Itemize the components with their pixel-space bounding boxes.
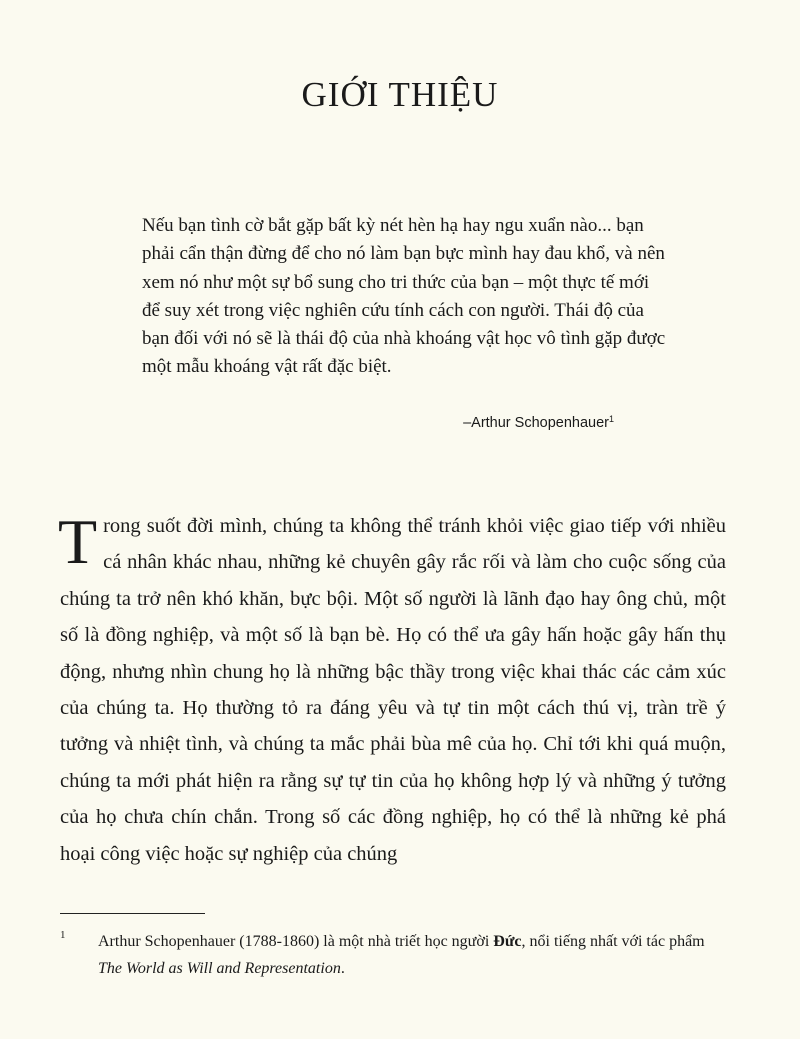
footnote: [60, 928, 730, 982]
body-text: rong suốt đời mình, chúng ta không thể tránh khỏi việc giao tiếp với nhiều cá nhân khác nhau, những kẻ chuyên gây rắc rối và làm cho cuộc sống của chúng ta trở nên khó khăn, bực bội. Một số người là lãnh đạo hay ông chủ, một số là đồng nghiệp, và một số là bạn bè. Họ có thể ưa gây hấn hoặc gây hấn thụ động, nhưng nhìn chung họ là những bậc thầy trong việc khai thác các cảm xúc của chúng ta. Họ thường tỏ ra đáng yêu và tự tin một cách thú vị, tràn trề ý tưởng và nhiệt tình, và chúng ta mắc phải bùa mê của họ. Chỉ tới khi quá muộn, chúng ta mới phát hiện ra rằng sự tự tin của họ không hợp lý và những ý tưởng của họ chưa chín chắn. Trong số các đồng nghiệp, họ có thể là những kẻ phá hoại công việc hoặc sự nghiệp của chúng: [60, 515, 726, 865]
drop-cap: T: [58, 506, 98, 577]
footnote-marker: 1: [608, 414, 614, 424]
footnote-bold: Đức: [493, 933, 522, 950]
footnote-number: 1: [60, 929, 66, 941]
footnote-part1: Arthur Schopenhauer (1788-1860) là một nhà triết học người: [98, 933, 494, 950]
epigraph-attribution: [463, 414, 614, 431]
epigraph: [142, 212, 670, 382]
footnote-book-title: The World as Will and Representation: [98, 960, 341, 977]
footnote-divider: [60, 913, 205, 914]
footnote-part2: , nổi tiếng nhất với tác phẩm: [521, 933, 705, 950]
epigraph-text: Nếu bạn tình cờ bắt gặp bất kỳ nét hèn hạ hay ngu xuẩn nào... bạn phải cẩn thận đừng để cho nó làm bạn bực mình hay đau khổ, và nên xem nó như một sự bổ sung cho tri thức của bạn – một thực tế mới để suy xét trong việc nghiên cứu tính cách con người. Thái độ của bạn đối với nó sẽ là thái độ của nhà khoáng vật học vô tình gặp được một mẫu khoáng vật rất đặc biệt.: [142, 215, 666, 378]
attribution-text: –Arthur Schopenhauer: [463, 415, 609, 431]
body-paragraph: [60, 508, 726, 872]
footnote-text: [98, 928, 730, 982]
page-title: GIỚI THIỆU: [301, 75, 499, 115]
footnote-part3: .: [340, 960, 345, 977]
